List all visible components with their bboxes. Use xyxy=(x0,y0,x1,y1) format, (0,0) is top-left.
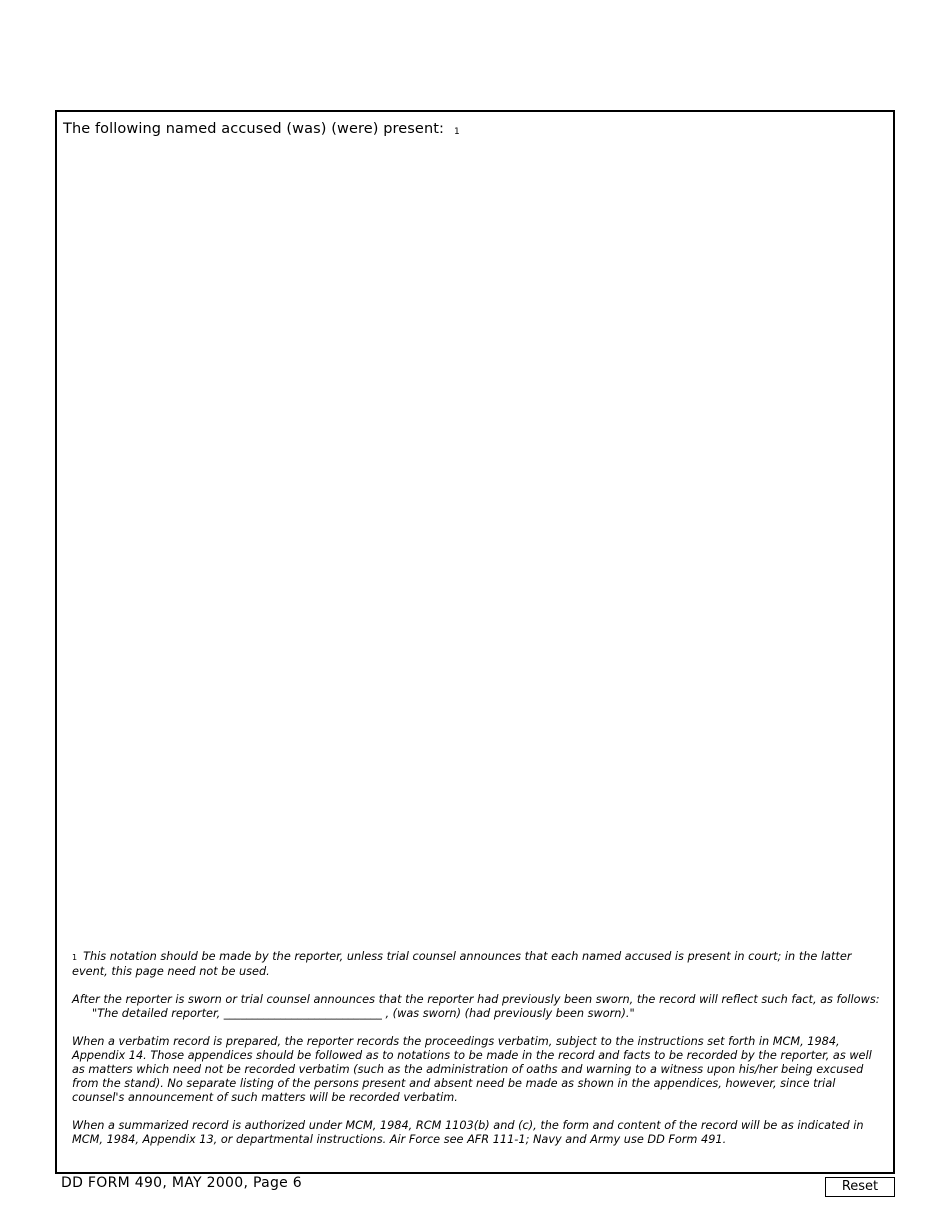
footnote-1-marker: 1 xyxy=(72,953,78,962)
form-frame xyxy=(55,110,895,1174)
reset-button[interactable]: Reset xyxy=(825,1177,895,1197)
heading-text: The following named accused (was) (were) present: xyxy=(63,121,445,137)
heading-footnote-marker: 1 xyxy=(454,127,460,137)
reporter-sworn-text: After the reporter is sworn or trial counsel announces that the reporter had previously been sworn, the record will reflect such fact, as follows: xyxy=(72,993,880,1006)
accused-names-entry-area[interactable] xyxy=(63,146,887,936)
accused-present-heading xyxy=(63,121,460,137)
footnotes-section xyxy=(72,950,884,1147)
footnote-1 xyxy=(72,950,884,979)
reporter-sworn-quote: "The detailed reporter, ____________________________ , (was sworn) (had previously been sworn)." xyxy=(92,1007,635,1020)
reporter-sworn-paragraph xyxy=(72,993,884,1021)
summarized-record-paragraph: When a summarized record is authorized under MCM, 1984, RCM 1103(b) and (c), the form and content of the record will be as indicated in MCM, 1984, Appendix 13, or departmental instructions. Air Force see AFR 111-1; Navy and Army use DD Form 491. xyxy=(72,1119,864,1146)
footnote-1-text: This notation should be made by the reporter, unless trial counsel announces that each named accused is present in court; in the latter event, this page need not be used. xyxy=(72,950,852,978)
verbatim-record-paragraph: When a verbatim record is prepared, the reporter records the proceedings verbatim, subject to the instructions set forth in MCM, 1984, Appendix 14. Those appendices should be followed as to notations to be made in the record and facts to be recorded by the reporter, as well as matters which need not be recorded verbatim (such as the administration of oaths and warning to a witness upon his/her being excused from the stand). No separate listing of the persons present and absent need be made as shown in the appendices, however, since trial counsel's announcement of such matters will be recorded verbatim. xyxy=(72,1035,872,1104)
form-identifier: DD FORM 490, MAY 2000, Page 6 xyxy=(61,1175,303,1191)
